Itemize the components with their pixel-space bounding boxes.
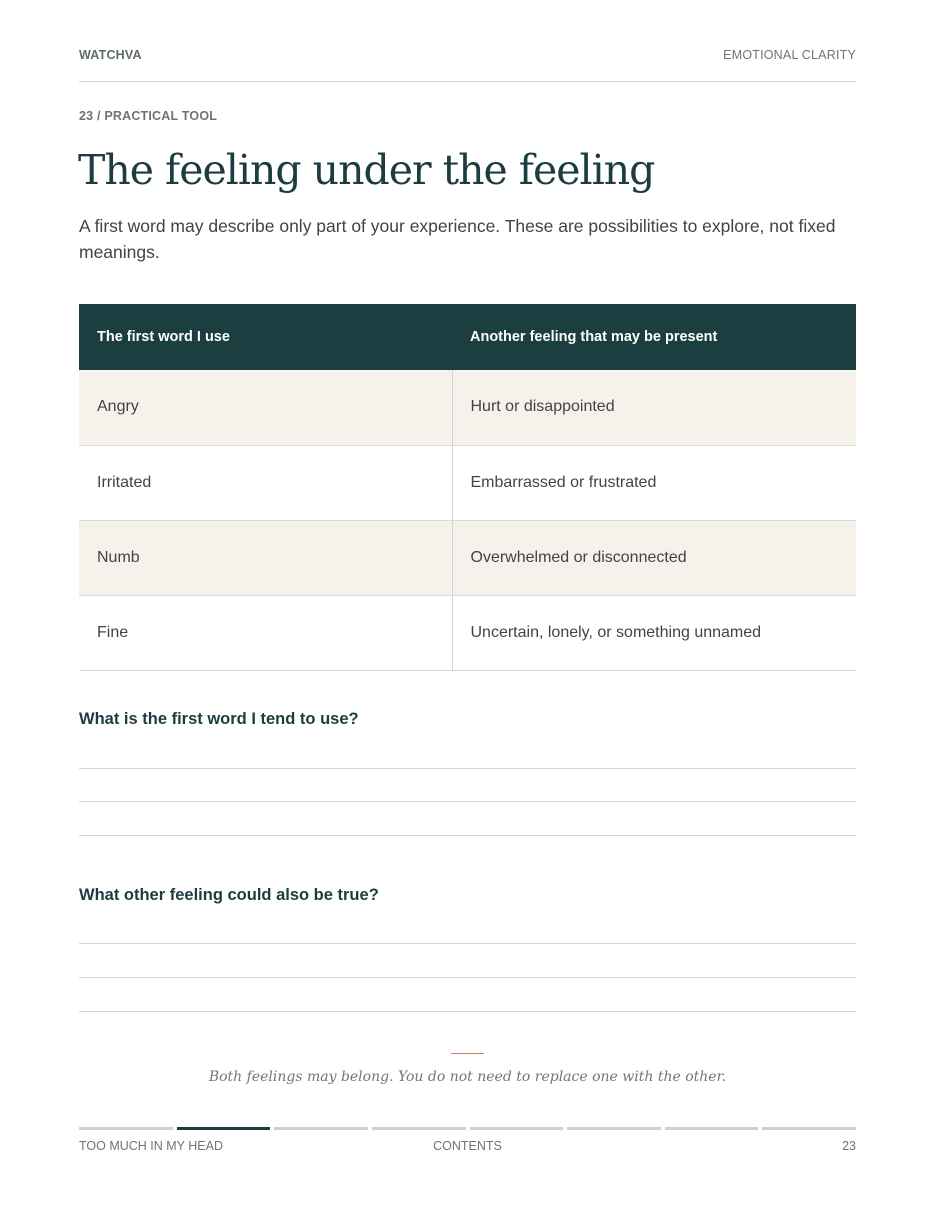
first-word-cell: Numb: [79, 520, 452, 595]
writing-line[interactable]: [79, 977, 856, 978]
table-row: [79, 445, 856, 520]
section-name: EMOTIONAL CLARITY: [723, 48, 856, 62]
first-word-cell: Angry: [79, 370, 452, 445]
writing-line[interactable]: [79, 1011, 856, 1012]
progress-segment: [274, 1127, 368, 1130]
table-row: [79, 520, 856, 595]
brand-name: WATCHVA: [79, 48, 142, 62]
table-row: [79, 595, 856, 670]
another-feeling-cell: Uncertain, lonely, or something unnamed: [452, 595, 856, 670]
page-footer: [79, 1139, 856, 1153]
progress-segment: [79, 1127, 173, 1130]
progress-segment: [372, 1127, 466, 1130]
writing-line[interactable]: [79, 943, 856, 944]
prompt-first-word: What is the first word I tend to use?: [79, 710, 359, 728]
book-title-link[interactable]: TOO MUCH IN MY HEAD: [79, 1139, 223, 1153]
writing-line[interactable]: [79, 835, 856, 836]
closing-note: Both feelings may belong. You do not need to replace one with the other.: [208, 1069, 727, 1085]
page-number: 23: [842, 1139, 856, 1153]
intro-paragraph: A first word may describe only part of your experience. These are possibilities to explore, not fixed meanings.: [79, 216, 836, 262]
feelings-table: [79, 304, 856, 671]
column-header-another-feeling: Another feeling that may be present: [452, 304, 856, 370]
writing-line[interactable]: [79, 801, 856, 802]
chapter-progress: [79, 1127, 856, 1130]
progress-segment: [567, 1127, 661, 1130]
progress-segment: [665, 1127, 759, 1130]
page-header: [79, 48, 856, 82]
progress-segment: [470, 1127, 564, 1130]
section-eyebrow: 23 / PRACTICAL TOOL: [79, 109, 218, 123]
table-row: [79, 370, 856, 445]
first-word-cell: Irritated: [79, 445, 452, 520]
another-feeling-cell: Hurt or disappointed: [452, 370, 856, 445]
another-feeling-cell: Embarrassed or frustrated: [452, 445, 856, 520]
contents-link[interactable]: CONTENTS: [433, 1139, 502, 1153]
prompt-other-feeling: What other feeling could also be true?: [79, 886, 379, 904]
another-feeling-cell: Overwhelmed or disconnected: [452, 520, 856, 595]
writing-line[interactable]: [79, 768, 856, 769]
first-word-cell: Fine: [79, 595, 452, 670]
column-header-first-word: The first word I use: [79, 304, 452, 370]
page-title: The feeling under the feeling: [78, 146, 655, 194]
progress-segment: [762, 1127, 856, 1130]
accent-divider: [451, 1053, 484, 1054]
progress-segment-active: [177, 1127, 271, 1130]
table-header-row: [79, 304, 856, 370]
